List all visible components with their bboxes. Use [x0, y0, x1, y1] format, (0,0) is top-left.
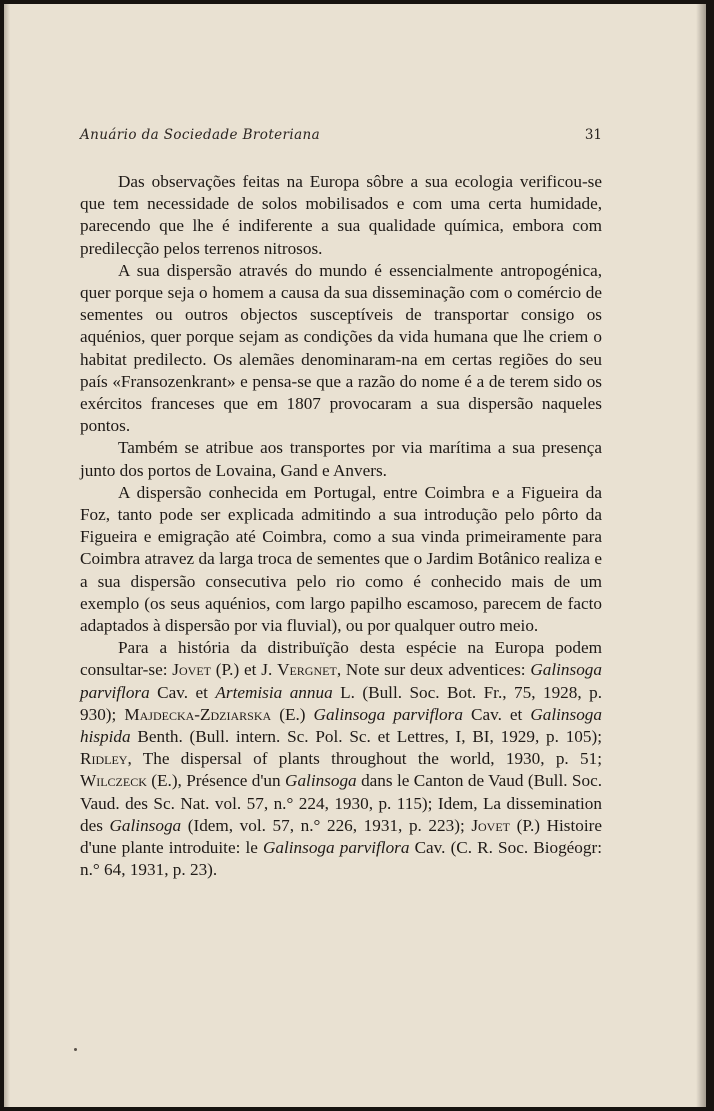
- bib-text: dans le Canton de Vaud (Bull. Soc. Vaud. des Sc. Nat. vol. 57, n.° 224, 1930, p. 115); Idem, La dissemination des: [80, 771, 603, 835]
- paragraph-dispersal: A sua dispersão através do mundo é essencialmente antropogénica, quer porque seja o homem a causa da sua disseminação com o comércio de sementes ou outros objectos susceptíveis de transportar consigo os aquénios, quer porque sejam as condições da vida humana que lhe criem o habitat predilecto. Os alemães denominaram-na em certas regiões do seu país «Fransozenkrant» e pensa-se que a razão do nome é a de terem sido os exércitos franceses que em 1807 provocaram a sua dispersão naqueles pontos.: [80, 260, 602, 436]
- author-name: Jovet: [172, 660, 211, 680]
- bib-text: Cav. et: [462, 704, 531, 724]
- bib-text: Cav. (C. R. Soc. Biogéogr: n.° 64, 1931, p. 23).: [80, 838, 602, 880]
- bib-text: Para a história da distribuïção desta espécie na Europa podem consultar-se:: [80, 638, 602, 680]
- bib-text: (P.) Histoire d'une plante introduite: le: [80, 815, 602, 858]
- body-text: [80, 171, 602, 882]
- species-name: Galinsoga parviflora: [80, 660, 602, 702]
- species-name: Galinsoga: [109, 815, 182, 835]
- bib-text: , The dispersal of plants throughout the world, 1930, p. 51;: [127, 749, 602, 769]
- author-name: Majdecka-Zdziarska: [124, 704, 272, 724]
- bib-text: (E.): [271, 704, 314, 724]
- author-name: Vergnet: [277, 660, 337, 680]
- paragraph-maritime-transport: Também se atribue aos transportes por via marítima a sua presença junto dos portos de Lovaina, Gand e Anvers.: [80, 438, 602, 480]
- species-name: Artemisia annua: [215, 682, 333, 702]
- paragraph-portugal-dispersal: A dispersão conhecida em Portugal, entre Coimbra e a Figueira da Foz, tanto pode ser explicada admitindo a sua introdução pelo pôrto da Figueira e emigração até Coimbra, como a sua vinda primeiramente para Coimbra atravez da larga troca de sementes que o Jardim Botânico realiza e a sua dispersão consecutiva pelo rio como é conhecido mais de um exemplo (os seus aquénios, com largo papilho escamoso, parecem de facto adaptados à dispersão por via fluvial), ou por qualquer outro meio.: [80, 482, 602, 636]
- bib-text: Benth. (Bull. intern. Sc. Pol. Sc. et Lettres, I, BI, 1929, p. 105);: [130, 727, 602, 747]
- author-name: Jovet: [471, 815, 511, 835]
- bib-text: (Idem, vol. 57, n.° 226, 1931, p. 223);: [181, 815, 472, 835]
- species-name: Galinsoga parviflora: [313, 704, 463, 724]
- author-name: Wilczeck: [80, 771, 147, 791]
- paragraph-ecology: Das observações feitas na Europa sôbre a sua ecologia verificou-se que tem necessidade de solos mobilisados e com uma certa humidade, parecendo que lhe é indiferente a sua qualidade química, embora com predilecção pelos terrenos nitrosos.: [80, 172, 602, 258]
- scan-shadow-left: [4, 4, 10, 1107]
- document-page: [4, 4, 706, 1107]
- species-name: Galinsoga: [285, 771, 357, 791]
- species-name: Galinsoga hispida: [80, 704, 602, 747]
- journal-title: Anuário da Sociedade Broteriana: [80, 127, 321, 143]
- author-name: Ridley: [80, 749, 128, 769]
- bib-text: (P.) et J.: [210, 660, 278, 680]
- print-speck: [74, 1048, 77, 1051]
- bib-text: , Note sur deux adventices:: [336, 660, 531, 680]
- bib-text: Cav. et: [149, 682, 216, 702]
- paragraph-bibliography: [80, 637, 602, 881]
- bib-text: L. (Bull. Soc. Bot. Fr., 75, 1928, p. 930);: [80, 682, 602, 724]
- scan-shadow-right: [696, 4, 706, 1107]
- bib-text: (E.), Présence d'un: [146, 771, 286, 791]
- species-name: Galinsoga parviflora: [263, 838, 410, 858]
- page-number: 31: [584, 127, 602, 143]
- running-header: [80, 127, 602, 149]
